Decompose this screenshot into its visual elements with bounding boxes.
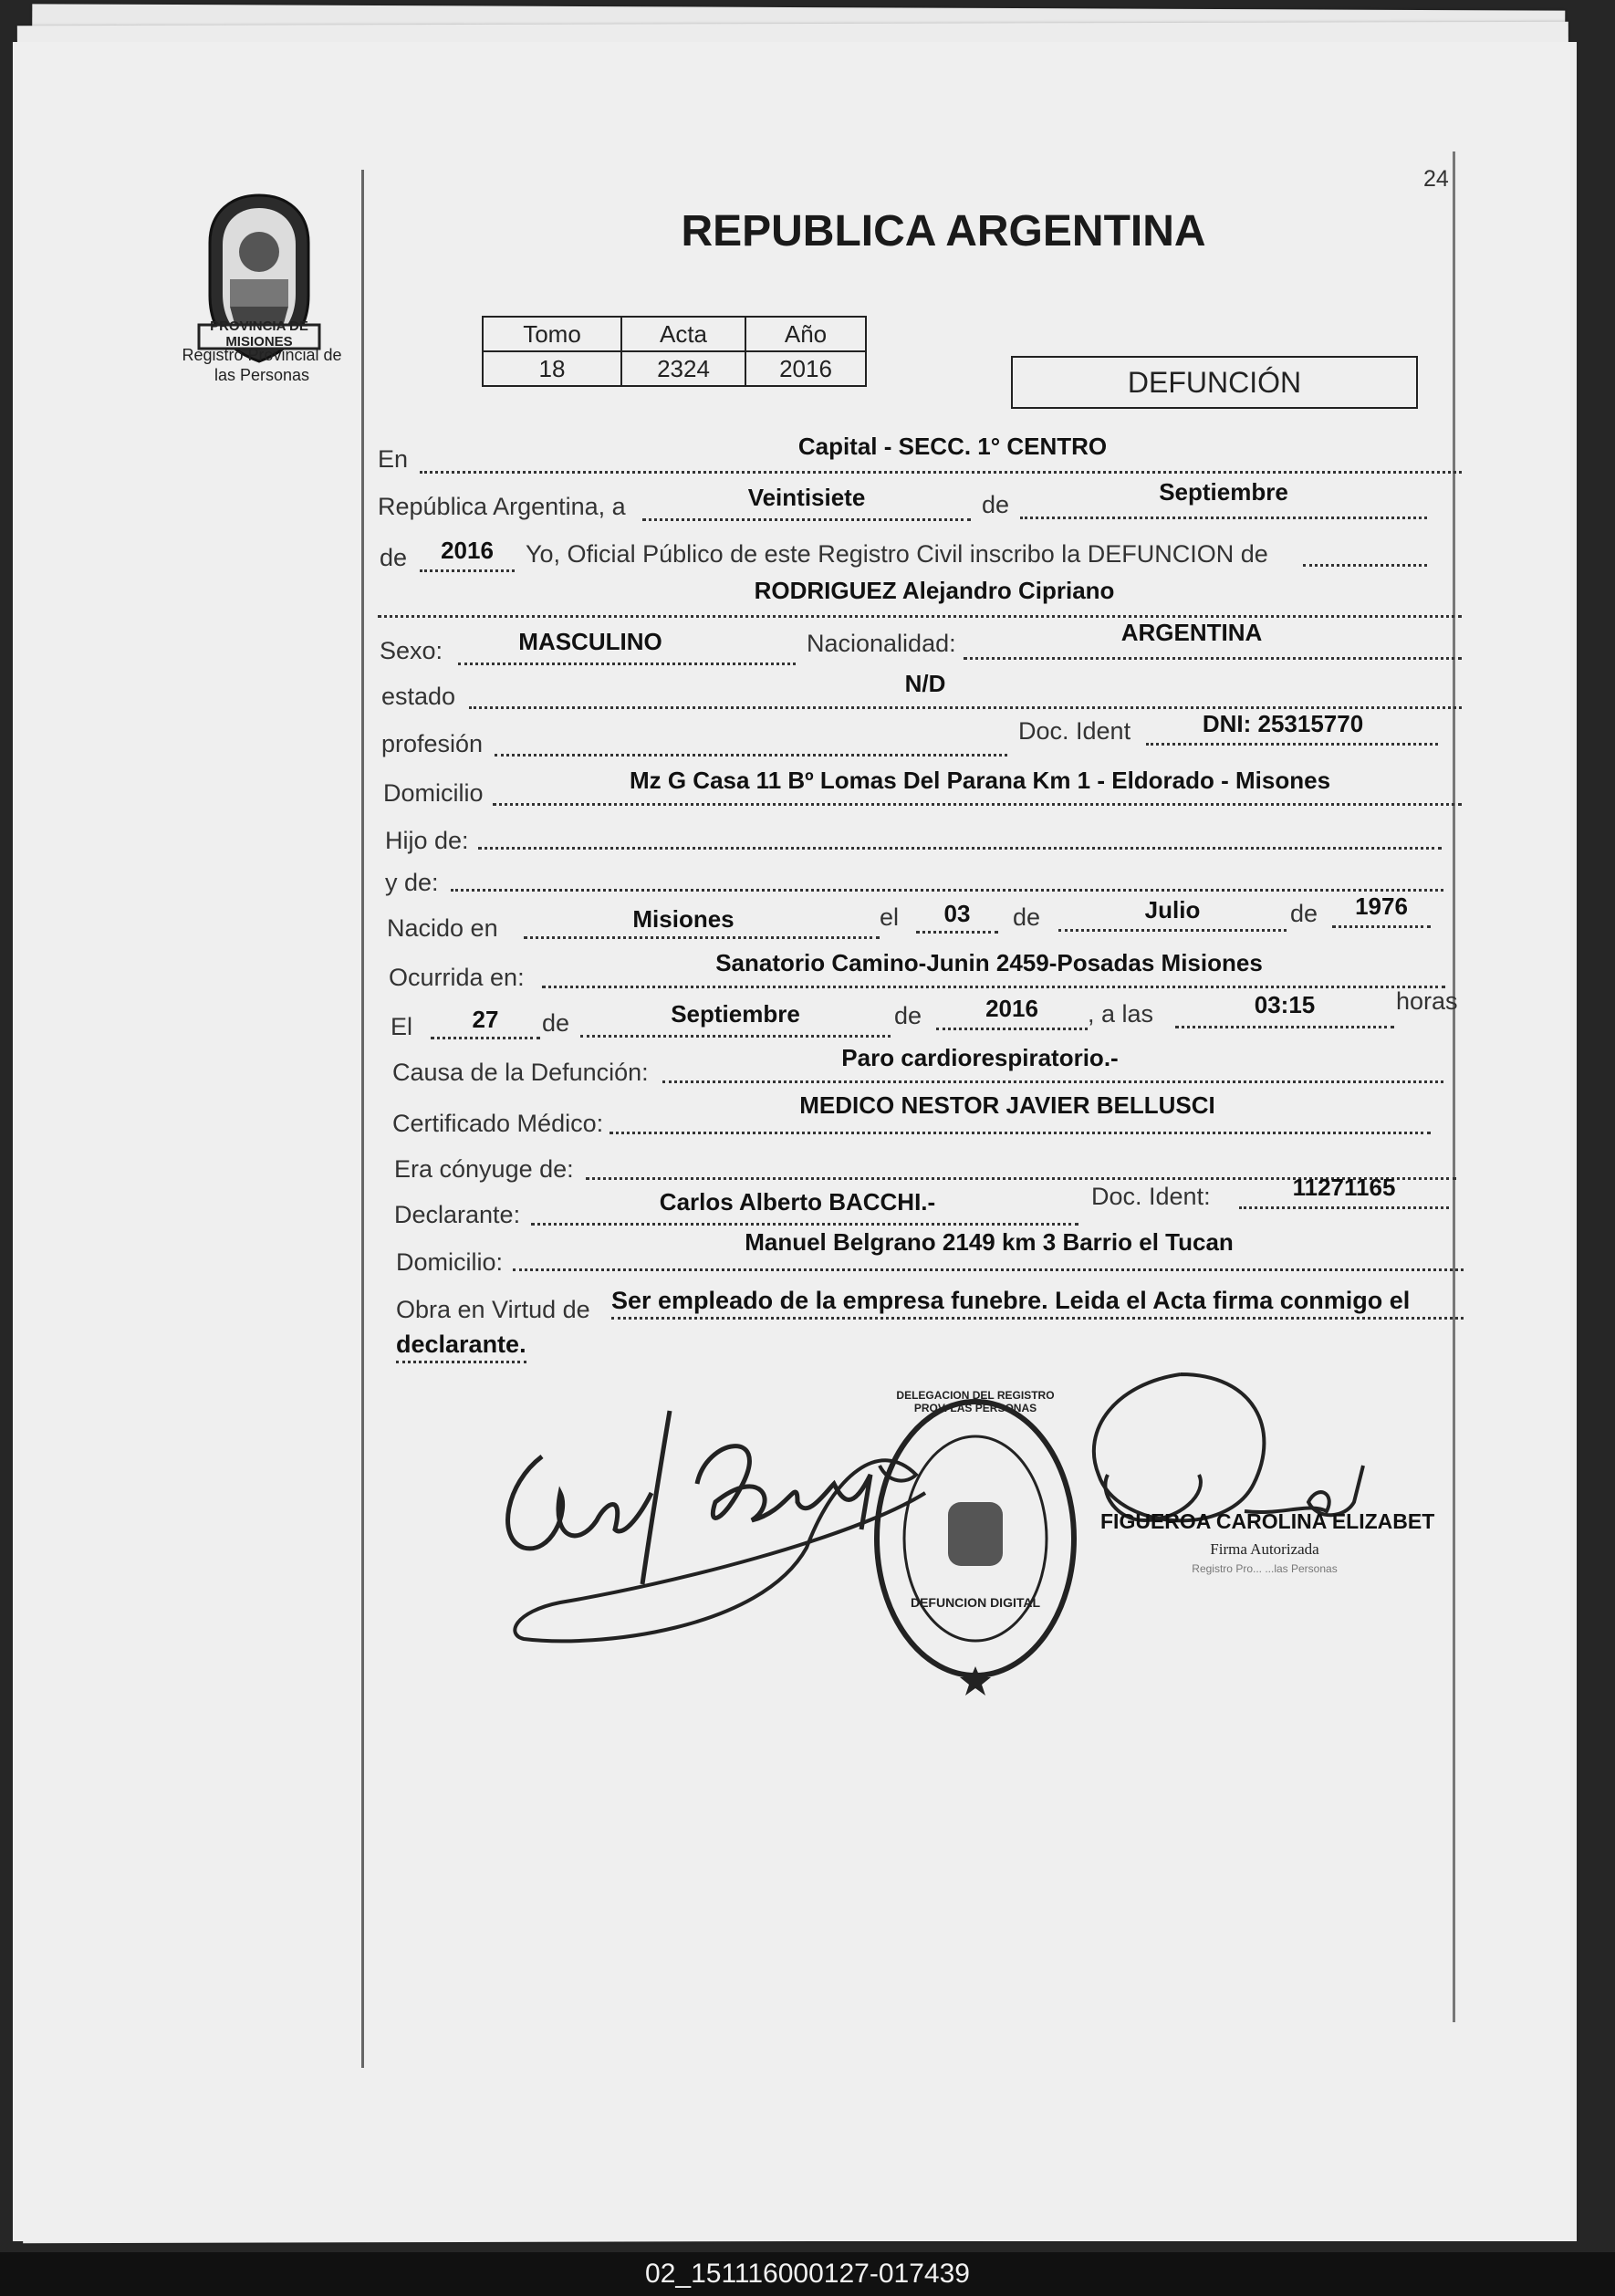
certificate-page	[13, 42, 1577, 2241]
dotted-line	[451, 889, 1443, 892]
field-label: y de:	[385, 869, 439, 896]
record-type-box: DEFUNCIÓN	[1011, 356, 1418, 409]
death-month-value: Septiembre	[671, 1000, 800, 1028]
dotted-line	[420, 471, 1462, 474]
field-label: horas	[1396, 987, 1458, 1015]
birth-month-value: Julio	[1144, 896, 1201, 924]
dotted-line	[964, 657, 1462, 660]
record-header-tomo: Tomo	[483, 317, 621, 351]
birth-year-value: 1976	[1355, 892, 1408, 920]
dotted-line	[531, 1223, 1078, 1226]
place-value: Capital - SECC. 1° CENTRO	[797, 433, 1108, 460]
declarant-address-value: Manuel Belgrano 2149 km 3 Barrio el Tucan	[745, 1228, 1234, 1256]
dotted-line	[1146, 743, 1438, 746]
document-id-value: DNI: 25315770	[1202, 710, 1364, 737]
dotted-line	[1020, 517, 1427, 519]
dotted-line	[1175, 1026, 1394, 1028]
field-label: Yo, Oficial Público de este Registro Civil inscribo la DEFUNCION de	[526, 540, 1268, 568]
dotted-line	[469, 706, 1462, 709]
field-label: de	[1290, 900, 1318, 927]
field-label: de	[380, 544, 408, 571]
registry-name-line: Registro Provincial de	[182, 346, 342, 364]
death-place-value: Sanatorio Camino-Junin 2459-Posadas Misiones	[715, 949, 1263, 976]
stamp-outer-text: DELEGACION DEL REGISTRO PROV. LAS PERSONAS	[896, 1389, 1055, 1414]
field-label: El	[391, 1013, 413, 1040]
document-title: REPUBLICA ARGENTINA	[681, 207, 1206, 256]
dotted-line	[478, 847, 1442, 850]
page-number: 24	[1423, 166, 1449, 192]
field-label: Domicilio	[383, 779, 484, 807]
dotted-line	[495, 754, 1007, 757]
field-label: , a las	[1088, 1000, 1154, 1028]
death-day-value: 27	[472, 1006, 499, 1033]
registry-name-line: las Personas	[214, 366, 310, 384]
field-label: Certificado Médico:	[392, 1110, 604, 1137]
field-label: Nacionalidad:	[807, 630, 956, 657]
certifying-doctor-value: MEDICO NESTOR JAVIER BELLUSCI	[799, 1091, 1215, 1119]
dotted-line	[431, 1037, 540, 1039]
record-header-acta: Acta	[621, 317, 745, 351]
dotted-line	[642, 518, 971, 521]
reason-value-line2: declarante.	[396, 1331, 526, 1363]
record-value-ano: 2016	[745, 351, 866, 386]
death-year-value: 2016	[985, 995, 1038, 1022]
officer-title: Firma Autorizada	[1210, 1540, 1319, 1558]
field-label: de	[542, 1009, 570, 1037]
record-value-acta: 2324	[621, 351, 745, 386]
dotted-line	[1332, 925, 1431, 928]
field-label: Doc. Ident:	[1091, 1183, 1211, 1210]
declarant-id-value: 11271165	[1292, 1174, 1396, 1201]
field-label: estado	[381, 683, 456, 710]
field-label: En	[378, 445, 409, 473]
address-value: Mz G Casa 11 Bº Lomas Del Parana Km 1 - Eldorado - Misones	[629, 767, 1331, 794]
dotted-line	[580, 1035, 891, 1038]
dotted-line	[1239, 1206, 1449, 1209]
margin-line-left	[361, 170, 364, 2068]
officer-signature	[1044, 1356, 1409, 1566]
stamp-inner-text: DEFUNCION DIGITAL	[910, 1595, 1041, 1610]
sex-value: MASCULINO	[518, 628, 662, 655]
day-value: Veintisiete	[747, 484, 866, 511]
field-label: Domicilio:	[396, 1248, 504, 1276]
dotted-line	[662, 1080, 1443, 1083]
dotted-line	[916, 931, 998, 934]
field-label: Era cónyuge de:	[394, 1155, 574, 1183]
field-label: Causa de la Defunción:	[392, 1059, 649, 1086]
officer-name: FIGUEROA CAROLINA ELIZABET	[1100, 1509, 1435, 1533]
field-label: de	[982, 491, 1010, 518]
record-header-ano: Año	[745, 317, 866, 351]
marital-status-value: N/D	[904, 670, 946, 697]
dotted-line	[458, 663, 796, 665]
field-label: Sexo:	[380, 637, 443, 664]
declarant-name-value: Carlos Alberto BACCHI.-	[659, 1188, 936, 1216]
field-label: Nacido en	[387, 914, 498, 942]
month-value: Septiembre	[1159, 478, 1288, 506]
year-value: 2016	[441, 537, 494, 564]
field-label: República Argentina, a	[378, 493, 626, 520]
dotted-line	[524, 936, 880, 939]
field-label: profesión	[381, 730, 484, 757]
dotted-line	[936, 1028, 1088, 1030]
scan-filename: 02_151116000127-017439	[645, 2259, 970, 2289]
field-label: de	[1013, 903, 1041, 931]
officer-subtitle: Registro Pro... ...las Personas	[1192, 1562, 1338, 1575]
dotted-line	[493, 803, 1462, 806]
dotted-line	[378, 615, 1462, 618]
field-label: el	[880, 903, 900, 931]
record-value-tomo: 18	[483, 351, 621, 386]
deceased-name: RODRIGUEZ Alejandro Cipriano	[754, 577, 1115, 604]
field-label: de	[894, 1002, 922, 1029]
nationality-value: ARGENTINA	[1120, 619, 1263, 646]
emblem-label: PROVINCIA DE MISIONES	[210, 318, 308, 350]
field-label: Hijo de:	[385, 827, 469, 854]
registry-name	[157, 345, 367, 385]
dotted-line	[420, 569, 515, 572]
field-label: Obra en Virtud de	[396, 1296, 590, 1323]
margin-line-right	[1453, 151, 1455, 2022]
dotted-line	[513, 1268, 1464, 1271]
birth-day-value: 03	[943, 900, 971, 927]
dotted-line	[1303, 564, 1427, 567]
record-table	[482, 316, 867, 387]
reason-value-line1: Ser empleado de la empresa funebre. Leida el Acta firma conmigo el	[611, 1287, 1464, 1320]
dotted-line	[1058, 929, 1287, 932]
birthplace-value: Misiones	[632, 905, 735, 933]
death-time-value: 03:15	[1254, 991, 1316, 1018]
field-label: Ocurrida en:	[389, 964, 525, 991]
dotted-line	[610, 1132, 1431, 1134]
field-label: Doc. Ident	[1018, 717, 1131, 745]
cause-of-death-value: Paro cardiorespiratorio.-	[841, 1044, 1119, 1071]
field-label: Declarante:	[394, 1201, 521, 1228]
dotted-line	[542, 986, 1445, 988]
